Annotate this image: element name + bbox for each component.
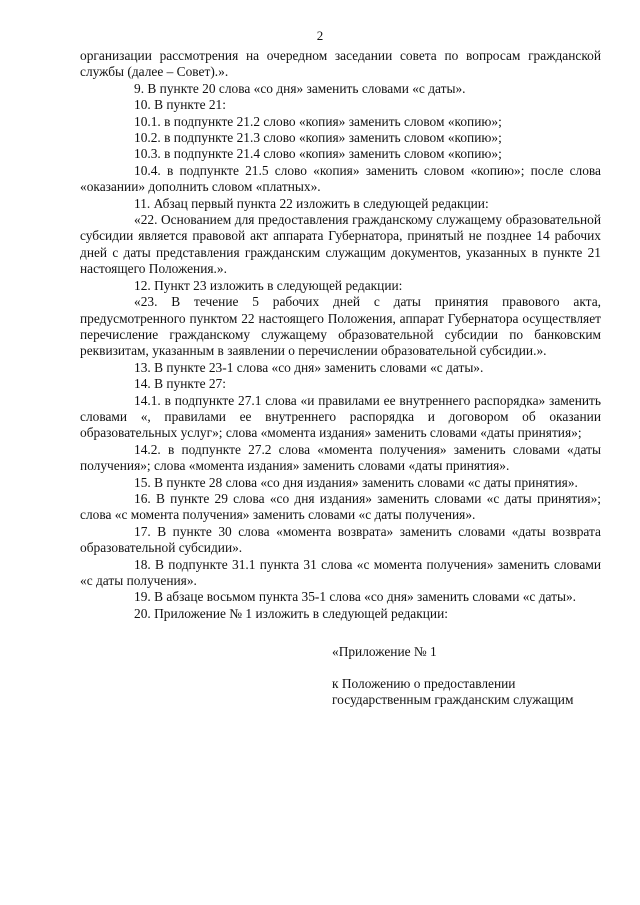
paragraph: организации рассмотрения на очередном заседании совета по вопросам гражданской службы (далее – Совет).». (80, 48, 601, 80)
document-body (80, 48, 601, 622)
paragraph: 15. В пункте 28 слова «со дня издания» заменить словами «с даты принятия». (134, 474, 578, 490)
paragraph: 16. В пункте 29 слова «со дня издания» заменить словами «с даты принятия»; слова «с момента получения» заменить словами «с даты получения». (80, 490, 601, 523)
paragraph: 10.4. в подпункте 21.5 слово «копия» заменить словом «копию»; после слова «оказании» дополнить словом «платных». (80, 162, 601, 195)
paragraph: 9. В пункте 20 слова «со дня» заменить словами «с даты». (134, 80, 466, 96)
appendix-title: «Приложение № 1 (332, 644, 437, 659)
paragraph: «23. В течение 5 рабочих дней с даты принятия правового акта, предусмотренного пунктом 22 настоящего Положения, аппарат Губернатора осуществляет перечисление гражданскому служащему образовательной субсидии по банковским реквизитам, указанным в заявлении о перечислении образовательной субсидии.». (80, 294, 601, 359)
paragraph: 12. Пункт 23 изложить в следующей редакции: (134, 277, 403, 293)
paragraph: 10. В пункте 21: (134, 97, 226, 113)
paragraph: 14.2. в подпункте 27.2 слова «момента получения» заменить словами «даты получения»; слова «момента издания» заменить словами «даты принятия». (80, 441, 601, 474)
paragraph: 13. В пункте 23-1 слова «со дня» заменить словами «с даты». (134, 359, 484, 375)
paragraph: 19. В абзаце восьмом пункта 35-1 слова «со дня» заменить словами «с даты». (134, 589, 577, 605)
paragraph: 20. Приложение № 1 изложить в следующей редакции: (134, 605, 448, 621)
paragraph: 10.2. в подпункте 21.3 слово «копия» заменить словом «копию»; (134, 130, 502, 146)
paragraph: 10.1. в подпункте 21.2 слово «копия» заменить словом «копию»; (134, 113, 502, 129)
page-number: 2 (316, 28, 324, 43)
paragraph: 10.3. в подпункте 21.4 слово «копия» заменить словом «копию»; (134, 146, 502, 162)
paragraph: 17. В пункте 30 слова «момента возврата» заменить словами «даты возврата образовательной субсидии». (80, 523, 601, 556)
paragraph: «22. Основанием для предоставления гражданскому служащему образовательной субсидии является правовой акт аппарата Губернатора, принятый не позднее 14 рабочих дней с даты представления гражданским служащим документов, указанных в пункте 21 настоящего Положения.». (80, 212, 601, 277)
paragraph: 14. В пункте 27: (134, 376, 226, 392)
paragraph: 14.1. в подпункте 27.1 слова «и правилами ее внутреннего распорядка» заменить словами «, правилами ее внутреннего распорядка и договором об оказании образовательных услуг»; слова «момента издания» заменить словами «даты принятия»; (80, 392, 601, 441)
paragraph: 11. Абзац первый пункта 22 изложить в следующей редакции: (134, 195, 489, 211)
appendix-reference (332, 676, 622, 709)
appendix-reference-line: государственным гражданским служащим (332, 692, 574, 708)
paragraph: 18. В подпункте 31.1 пункта 31 слова «с момента получения» заменить словами «с даты получения». (80, 556, 601, 588)
appendix-reference-line: к Положению о предоставлении (332, 676, 516, 691)
